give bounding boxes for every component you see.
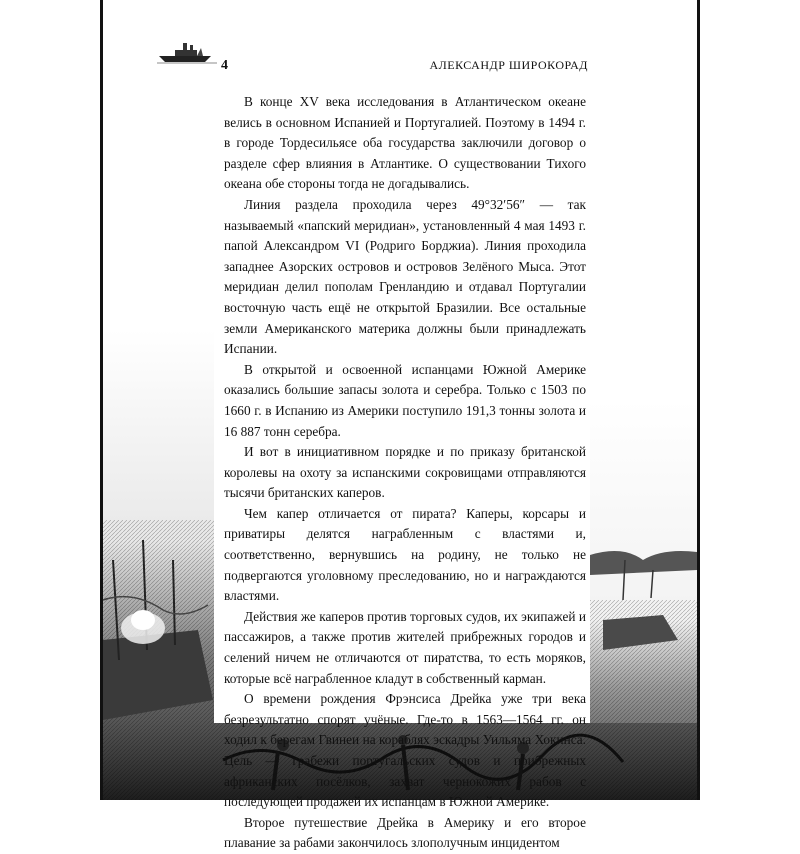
running-head-author: АЛЕКСАНДР ШИРОКОРАД: [429, 58, 588, 72]
paragraph: В открытой и освоенной испанцами Южной Америке оказались большие запасы золота и серебра. Только с 1503 по 1660 г. в Испанию из Америки поступило 191,3 тонны золота и 16 887 тонн серебра.: [224, 361, 586, 439]
ship-icon: [157, 38, 217, 64]
paragraph: Второе путешествие Дрейка в Америку и его второе плавание за рабами закончилось злополучным инцидентом: [224, 814, 586, 851]
paragraph: В конце XV века исследования в Атлантическом океане велись в основном Испанией и Португалией. Поэтому в 1494 г. в городе Тордесильясе оба государства заключили договор о разделе сфер влияния в Атлантике. О существовании Тихого океана обе стороны тогда не догадывались.: [224, 94, 586, 192]
paragraph: О времени рождения Фрэнсиса Дрейка уже три века безрезультатно спорят учёные. Где-то в 1563—1564 гг. он ходил к берегам Гвинеи на кораблях эскадры Уильяма Хокинса. Цель — грабежи португальских судов и прибрежных африканских посёлков, захват чернокожих рабов с последующей продажей их испанцам в Южной Америке.: [224, 691, 586, 810]
paragraph: Линия раздела проходила через 49°32′56″ — так называемый «папский меридиан», установленный 4 мая 1493 г. папой Александром VI (Родриго Борджиа). Линия проходила западнее Азорских островов и островов Зелёного Мыса. Этот меридиан делил пополам Гренландию и отдавал Португалии восточную часть ещё не открытой Бразилии. Все остальные земли Американского материка должны были принадлежать Испании.: [224, 196, 586, 357]
page-number: 4: [221, 58, 228, 73]
paragraph: Чем капер отличается от пирата? Каперы, корсары и приватиры делятся награбленным с властями и, соответственно, вернувшись на родину, не только не подвергаются уголовному преследованию, но и награждаются властями.: [224, 505, 586, 604]
body-text: [224, 92, 586, 854]
paragraph: И вот в инициативном порядке и по приказу британской королевы на охоту за испанскими сокровищами отправляются тысячи британских каперов.: [224, 444, 586, 501]
book-page: [103, 0, 697, 851]
paragraph: Действия же каперов против торговых судов, их экипажей и пассажиров, а также против жителей прибрежных городов и селений ничем не отличаются от пиратства, то есть моряков, которые всё награбленное кладут в собственный карман.: [224, 608, 586, 686]
page-edge-right: [697, 0, 700, 800]
